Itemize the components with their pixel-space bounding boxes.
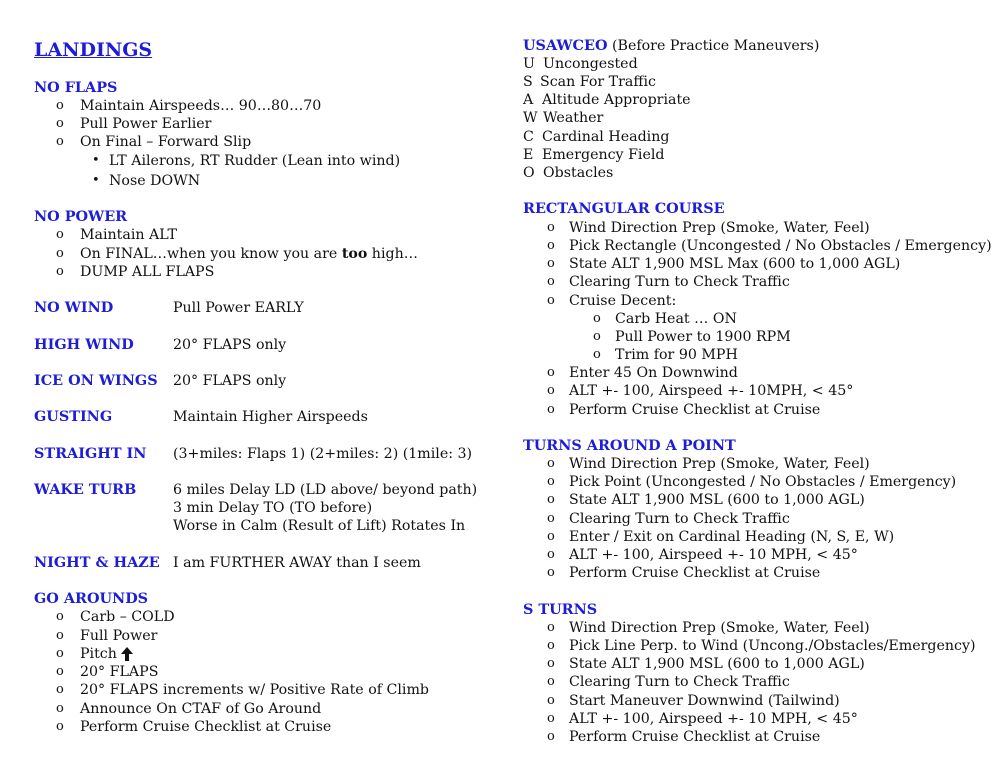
list-item-text: Pitch bbox=[80, 646, 117, 662]
row-value: Pull Power EARLY bbox=[173, 300, 304, 316]
list-item: Perform Cruise Checklist at Cruise bbox=[80, 719, 332, 735]
list-item: Wind Direction Prep (Smoke, Water, Feel) bbox=[569, 220, 870, 236]
section-heading-turns-around-a-point: TURNS AROUND A POINT bbox=[523, 437, 736, 454]
bullet-marker: o bbox=[547, 711, 555, 726]
list-item: Perform Cruise Checklist at Cruise bbox=[569, 565, 821, 581]
list-item: Pull Power Earlier bbox=[80, 116, 212, 132]
section-heading-go-arounds: GO AROUNDS bbox=[34, 590, 149, 607]
page-title: LANDINGS bbox=[34, 39, 153, 61]
sub-list-item: Pull Power to 1900 RPM bbox=[615, 329, 791, 345]
row-heading-high-wind: HIGH WIND bbox=[34, 336, 134, 353]
bullet-marker: o bbox=[56, 628, 64, 643]
acronym-letter: O bbox=[523, 165, 535, 181]
bullet-marker: o bbox=[547, 565, 555, 580]
acronym-text: Emergency Field bbox=[542, 147, 665, 163]
acronym-letter: U bbox=[523, 56, 535, 72]
acronym-letter: C bbox=[523, 129, 534, 145]
acronym-letter: A bbox=[523, 92, 534, 108]
bullet-marker: o bbox=[56, 701, 64, 716]
section-heading-no-power: NO POWER bbox=[34, 208, 128, 225]
bullet-marker: o bbox=[547, 492, 555, 507]
bullet-marker: o bbox=[547, 511, 555, 526]
bullet-marker: o bbox=[547, 474, 555, 489]
row-heading-straight-in: STRAIGHT IN bbox=[34, 445, 147, 462]
list-item: Enter / Exit on Cardinal Heading (N, S, E, W) bbox=[569, 529, 895, 545]
bullet-marker: o bbox=[56, 264, 64, 279]
row-value: 6 miles Delay LD (LD above/ beyond path) bbox=[173, 482, 478, 498]
section-heading-usawceo bbox=[523, 37, 819, 55]
list-item: Maintain ALT bbox=[80, 227, 177, 243]
bullet-marker: o bbox=[56, 609, 64, 624]
list-item: Start Maneuver Downwind (Tailwind) bbox=[569, 693, 840, 709]
list-item: On Final – Forward Slip bbox=[80, 134, 252, 150]
list-item: ALT +- 100, Airspeed +- 10 MPH, < 45° bbox=[569, 547, 858, 563]
bullet-marker: o bbox=[56, 682, 64, 697]
bullet-marker: o bbox=[56, 646, 64, 661]
list-item: 20° FLAPS increments w/ Positive Rate of Climb bbox=[80, 682, 429, 698]
bullet-marker: o bbox=[56, 227, 64, 242]
list-item-text: On FINAL…when you know you are bbox=[80, 246, 342, 262]
bullet-marker: o bbox=[547, 383, 555, 398]
list-item: State ALT 1,900 MSL (600 to 1,000 AGL) bbox=[569, 492, 865, 508]
bullet-marker: o bbox=[56, 98, 64, 113]
acronym-text: Weather bbox=[543, 110, 604, 126]
bullet-marker: o bbox=[547, 620, 555, 635]
acronym-letter: E bbox=[523, 147, 534, 163]
list-item: Pick Line Perp. to Wind (Uncong./Obstacles/Emergency) bbox=[569, 638, 976, 654]
list-item: ALT +- 100, Airspeed +- 10 MPH, < 45° bbox=[569, 711, 858, 727]
list-item: State ALT 1,900 MSL (600 to 1,000 AGL) bbox=[569, 656, 865, 672]
list-item: Enter 45 On Downwind bbox=[569, 365, 738, 381]
list-item: Pick Rectangle (Uncongested / No Obstacles / Emergency) bbox=[569, 238, 992, 254]
bullet-marker: o bbox=[547, 365, 555, 380]
list-item-text: high… bbox=[367, 246, 418, 262]
row-value: I am FURTHER AWAY than I seem bbox=[173, 555, 421, 571]
bullet-marker: o bbox=[547, 693, 555, 708]
bullet-marker: o bbox=[547, 256, 555, 271]
acronym-letter: W bbox=[523, 110, 538, 126]
acronym-letter: S bbox=[523, 74, 533, 90]
row-value: (3+miles: Flaps 1) (2+miles: 2) (1mile: 3) bbox=[173, 446, 473, 462]
bullet-marker: o bbox=[547, 729, 555, 744]
bullet-marker: o bbox=[547, 638, 555, 653]
row-heading-wake-turb: WAKE TURB bbox=[34, 481, 137, 498]
bullet-marker: o bbox=[56, 246, 64, 261]
usawceo-acronym: USAWCEO bbox=[523, 37, 608, 54]
acronym-text: Cardinal Heading bbox=[542, 129, 670, 145]
emphasis-text: too bbox=[341, 246, 368, 262]
bullet-marker: o bbox=[56, 134, 64, 149]
sub-list-item: LT Ailerons, RT Rudder (Lean into wind) bbox=[109, 153, 401, 169]
bullet-marker: o bbox=[56, 116, 64, 131]
bullet-marker: o bbox=[547, 220, 555, 235]
bullet-marker: o bbox=[547, 529, 555, 544]
sub-list-item: Carb Heat … ON bbox=[615, 311, 737, 327]
sub-bullet-marker: • bbox=[92, 153, 100, 168]
row-value: 20° FLAPS only bbox=[173, 337, 287, 353]
acronym-text: Uncongested bbox=[543, 56, 638, 72]
bullet-marker: o bbox=[547, 547, 555, 562]
list-item: Clearing Turn to Check Traffic bbox=[569, 274, 790, 290]
bullet-marker: o bbox=[547, 274, 555, 289]
sub-bullet-marker: o bbox=[593, 311, 601, 326]
row-heading-ice-on-wings: ICE ON WINGS bbox=[34, 372, 158, 389]
sub-list-item: Nose DOWN bbox=[109, 173, 201, 189]
list-item: DUMP ALL FLAPS bbox=[80, 264, 215, 280]
list-item: State ALT 1,900 MSL Max (600 to 1,000 AGL) bbox=[569, 256, 901, 272]
section-heading-rectangular-course: RECTANGULAR COURSE bbox=[523, 200, 725, 217]
list-item: Pick Point (Uncongested / No Obstacles / Emergency) bbox=[569, 474, 957, 490]
row-value: Worse in Calm (Result of Lift) Rotates In bbox=[173, 518, 466, 534]
section-heading-no-flaps: NO FLAPS bbox=[34, 79, 118, 96]
list-item: Wind Direction Prep (Smoke, Water, Feel) bbox=[569, 456, 870, 472]
list-item bbox=[80, 645, 133, 663]
acronym-text: Altitude Appropriate bbox=[542, 92, 691, 108]
acronym-text: Scan For Traffic bbox=[540, 74, 656, 90]
list-item: Clearing Turn to Check Traffic bbox=[569, 511, 790, 527]
list-item: Announce On CTAF of Go Around bbox=[80, 701, 322, 717]
list-item: Maintain Airspeeds… 90…80…70 bbox=[80, 98, 322, 114]
row-value: 3 min Delay TO (TO before) bbox=[173, 500, 373, 516]
row-value: 20° FLAPS only bbox=[173, 373, 287, 389]
bullet-marker: o bbox=[547, 656, 555, 671]
bullet-marker: o bbox=[547, 402, 555, 417]
list-item: Clearing Turn to Check Traffic bbox=[569, 674, 790, 690]
acronym-text: Obstacles bbox=[543, 165, 614, 181]
bullet-marker: o bbox=[56, 719, 64, 734]
sub-list-item: Trim for 90 MPH bbox=[615, 347, 738, 363]
row-heading-no-wind: NO WIND bbox=[34, 299, 114, 316]
usawceo-note: (Before Practice Maneuvers) bbox=[607, 38, 820, 54]
bullet-marker: o bbox=[547, 238, 555, 253]
list-item: Cruise Decent: bbox=[569, 293, 677, 309]
row-heading-gusting: GUSTING bbox=[34, 408, 113, 425]
section-heading-s-turns: S TURNS bbox=[523, 601, 598, 618]
list-item: Perform Cruise Checklist at Cruise bbox=[569, 729, 821, 745]
list-item: Full Power bbox=[80, 628, 158, 644]
list-item: ALT +- 100, Airspeed +- 10MPH, < 45° bbox=[569, 383, 854, 399]
list-item: Perform Cruise Checklist at Cruise bbox=[569, 402, 821, 418]
list-item: 20° FLAPS bbox=[80, 664, 159, 680]
list-item: Wind Direction Prep (Smoke, Water, Feel) bbox=[569, 620, 870, 636]
row-heading-night-haze: NIGHT & HAZE bbox=[34, 554, 160, 571]
row-value: Maintain Higher Airspeeds bbox=[173, 409, 368, 425]
bullet-marker: o bbox=[547, 293, 555, 308]
bullet-marker: o bbox=[56, 664, 64, 679]
bullet-marker: o bbox=[547, 674, 555, 689]
sub-bullet-marker: • bbox=[92, 173, 100, 188]
bullet-marker: o bbox=[547, 456, 555, 471]
sub-bullet-marker: o bbox=[593, 347, 601, 362]
list-item: Carb – COLD bbox=[80, 609, 175, 625]
list-item bbox=[80, 245, 418, 263]
sub-bullet-marker: o bbox=[593, 329, 601, 344]
